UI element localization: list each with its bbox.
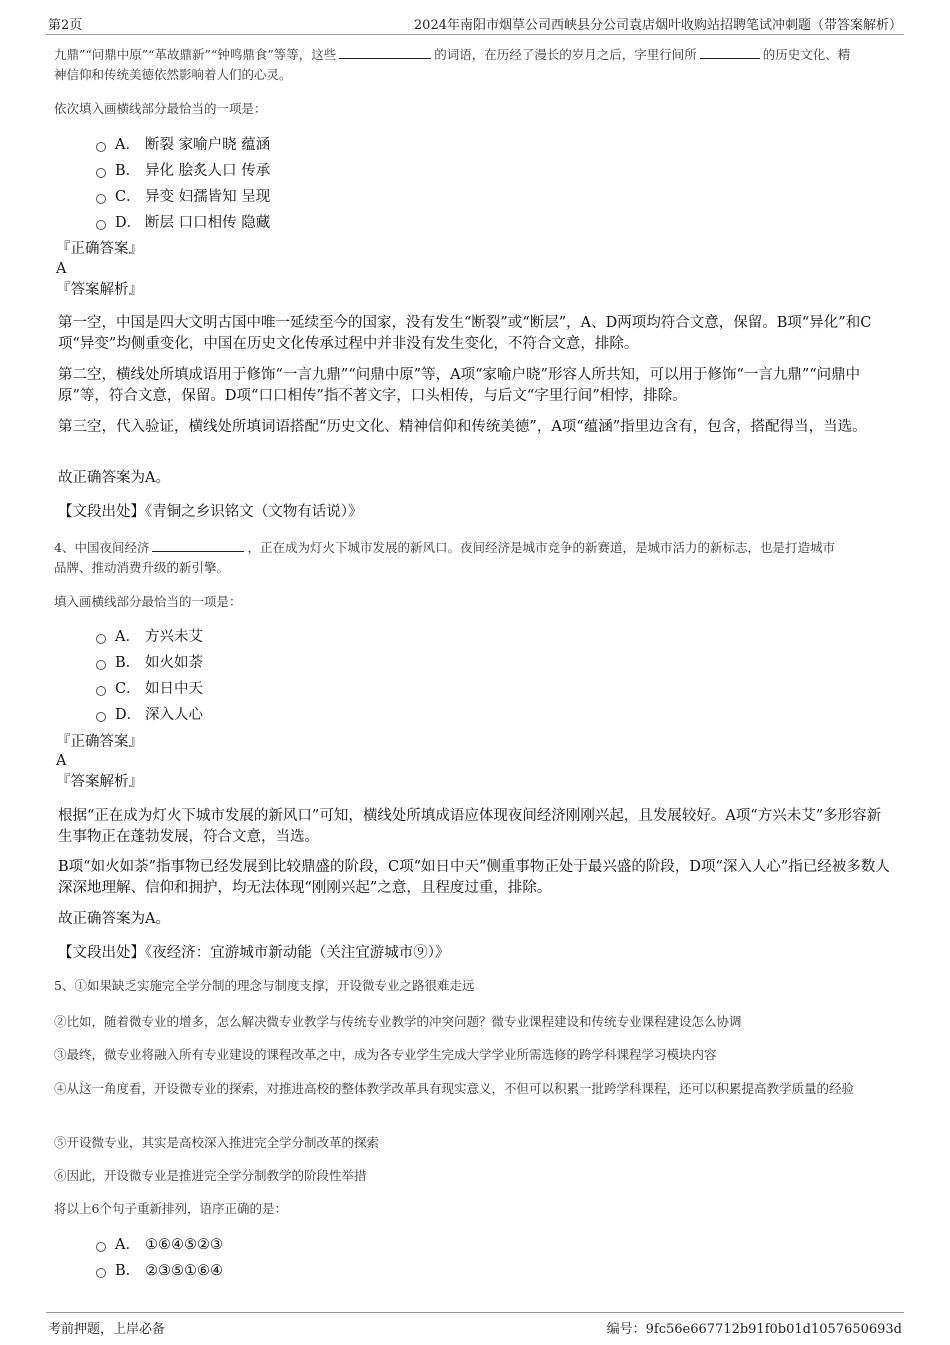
radio-icon[interactable] — [96, 142, 106, 152]
q5-sentence: ③最终，微专业将融入所有专业建设的课程改革之中，成为各专业学生完成大学学业所需选修的跨学科课程学习模块内容 — [54, 1047, 717, 1062]
q3-analysis-para: 故正确答案为A。 — [58, 470, 170, 486]
option-letter: A． — [115, 1237, 140, 1253]
q4-analysis-para: 根据“正在成为灯火下城市发展的新风口”可知，横线处所填成语应体现夜间经济刚刚兴起，且发展较好。A项“方兴未艾”多形容新生事物正在蓬勃发展，符合文意，当选。 — [58, 808, 882, 845]
q3-answer-label: 『正确答案』 — [56, 241, 143, 257]
q4-analysis-para: B项“如火如荼”指事物已经发展到比较鼎盛的阶段，C项“如日中天”侧重事物正处于最兴盛的阶段，D项“深入人心”指已经被多数人深深地理解、信仰和拥护，均无法体现“刚刚兴起”之意，且程度过重，排除。 — [58, 859, 890, 896]
option-text: 方兴未艾 — [145, 629, 203, 645]
q5-sentence: ⑤开设微专业，其实是高校深入推进完全学分制改革的探索 — [54, 1135, 380, 1150]
option-letter: B． — [115, 163, 141, 179]
option-text: 断裂 家喻户晓 蕴涵 — [145, 137, 271, 153]
q4-option-c[interactable] — [96, 679, 203, 699]
footer-slogan: 考前押题，上岸必备 — [48, 1322, 166, 1337]
q4-answer: A — [56, 753, 67, 769]
q3-option-d[interactable] — [96, 213, 270, 233]
page-footer — [46, 1312, 904, 1339]
page-number: 第2页 — [48, 18, 83, 33]
option-text: 如日中天 — [145, 681, 203, 697]
q3-stem — [54, 44, 890, 85]
q5-option-a[interactable] — [96, 1235, 223, 1255]
answer-blank — [152, 537, 244, 552]
q5-sentence: 5、①如果缺乏实施完全学分制的理念与制度支撑，开设微专业之路很难走远 — [54, 978, 475, 993]
radio-icon[interactable] — [96, 634, 106, 644]
option-text: ①⑥④⑤②③ — [145, 1237, 223, 1253]
option-letter: B． — [115, 1263, 141, 1279]
q4-analysis-para: 故正确答案为A。 — [58, 911, 170, 927]
q5-prompt: 将以上6个句子重新排列，语序正确的是： — [54, 1201, 287, 1216]
option-text: 如火如荼 — [145, 655, 203, 671]
q3-analysis-label: 『答案解析』 — [56, 282, 143, 298]
radio-icon[interactable] — [96, 686, 106, 696]
q4-analysis-label: 『答案解析』 — [56, 774, 143, 790]
q4-stem-part: 4、中国夜间经济 — [54, 540, 150, 555]
q4-stem — [54, 537, 890, 578]
q4-prompt: 填入画横线部分最恰当的一项是： — [54, 594, 242, 609]
option-letter: B． — [115, 655, 141, 671]
q5-sentence: ⑥因此，开设微专业是推进完全学分制教学的阶段性举措 — [54, 1168, 367, 1183]
option-text: 异化 脍炙人口 传承 — [145, 163, 271, 179]
q3-stem-part: 神信仰和传统美德依然影响着人们的心灵。 — [54, 67, 292, 82]
q4-source: 【文段出处】《夜经济：宜游城市新动能（关注宜游城市⑨）》 — [58, 945, 450, 961]
option-letter: D． — [115, 707, 142, 723]
option-text: 深入人心 — [145, 707, 203, 723]
option-text: 断层 口口相传 隐藏 — [145, 215, 271, 231]
q3-answer: A — [56, 261, 67, 277]
q3-source: 【文段出处】《青铜之乡识铭文（文物有话说）》 — [58, 504, 363, 520]
q5-sentence: ②比如，随着微专业的增多，怎么解决微专业教学与传统专业教学的冲突问题？微专业课程建设和传统专业课程建设怎么协调 — [54, 1014, 742, 1029]
q3-prompt: 依次填入画横线部分最恰当的一项是： — [54, 101, 267, 116]
option-letter: C． — [115, 189, 141, 205]
q3-stem-part: 九鼎”“问鼎中原”“革故鼎新”“钟鸣鼎食”等等，这些 — [54, 47, 337, 62]
q3-analysis-para: 第三空，代入验证，横线处所填词语搭配“历史文化、精神信仰和传统美德”，A项“蕴涵”指里边含有，包含，搭配得当，当选。 — [58, 419, 867, 435]
answer-blank — [339, 44, 431, 59]
answer-blank — [700, 44, 760, 59]
q5-option-b[interactable] — [96, 1261, 223, 1281]
q4-answer-label: 『正确答案』 — [56, 734, 143, 750]
radio-icon[interactable] — [96, 194, 106, 204]
page-header — [46, 10, 904, 35]
option-letter: C． — [115, 681, 141, 697]
q4-option-d[interactable] — [96, 705, 203, 725]
q3-stem-part: 的历史文化、精 — [762, 47, 851, 62]
q3-analysis-para: 第二空，横线处所填成语用于修饰“一言九鼎”“问鼎中原”等，A项“家喻户晓”形容人所共知，可以用于修饰“一言九鼎”“问鼎中原”等，符合文意，保留。D项“口口相传”指不著文字，口头相传，与后文“字里行间”相悖，排除。 — [58, 367, 861, 404]
option-text: 异变 妇孺皆知 呈现 — [145, 189, 271, 205]
q3-analysis-para: 第一空，中国是四大文明古国中唯一延续至今的国家，没有发生“断裂”或“断层”，A、D两项均符合文意，保留。B项“异化”和C项“异变”均侧重变化，中国在历史文化传承过程中并非没有发生变化，不符合文意，排除。 — [58, 315, 872, 352]
radio-icon[interactable] — [96, 660, 106, 670]
radio-icon[interactable] — [96, 1268, 106, 1278]
q4-stem-part: ，正在成为灯火下城市发展的新风口。夜间经济是城市竞争的新赛道，是城市活力的新标志，也是打造城市 — [247, 540, 835, 555]
q3-option-b[interactable] — [96, 161, 270, 181]
q3-stem-part: 的词语，在历经了漫长的岁月之后，字里行间所 — [434, 47, 697, 62]
q4-option-b[interactable] — [96, 653, 203, 673]
option-text: ②③⑤①⑥④ — [145, 1263, 223, 1279]
document-title: 2024年南阳市烟草公司西峡县分公司袁店烟叶收购站招聘笔试冲刺题（带答案解析） — [413, 18, 902, 33]
option-letter: D． — [115, 215, 142, 231]
radio-icon[interactable] — [96, 168, 106, 178]
option-letter: A． — [115, 137, 140, 153]
radio-icon[interactable] — [96, 220, 106, 230]
q3-option-c[interactable] — [96, 187, 270, 207]
q5-sentence: ④从这一角度看，开设微专业的探索，对推进高校的整体教学改革具有现实意义，不但可以积累一批跨学科课程，还可以积累提高教学质量的经验 — [54, 1081, 855, 1096]
q4-stem-part: 品牌、推动消费升级的新引擎。 — [54, 560, 230, 575]
radio-icon[interactable] — [96, 1242, 106, 1252]
radio-icon[interactable] — [96, 712, 106, 722]
option-letter: A． — [115, 629, 140, 645]
q3-option-a[interactable] — [96, 135, 270, 155]
document-id: 编号：9fc56e667712b91f0b01d1057650693d — [606, 1322, 902, 1337]
q4-option-a[interactable] — [96, 627, 203, 647]
